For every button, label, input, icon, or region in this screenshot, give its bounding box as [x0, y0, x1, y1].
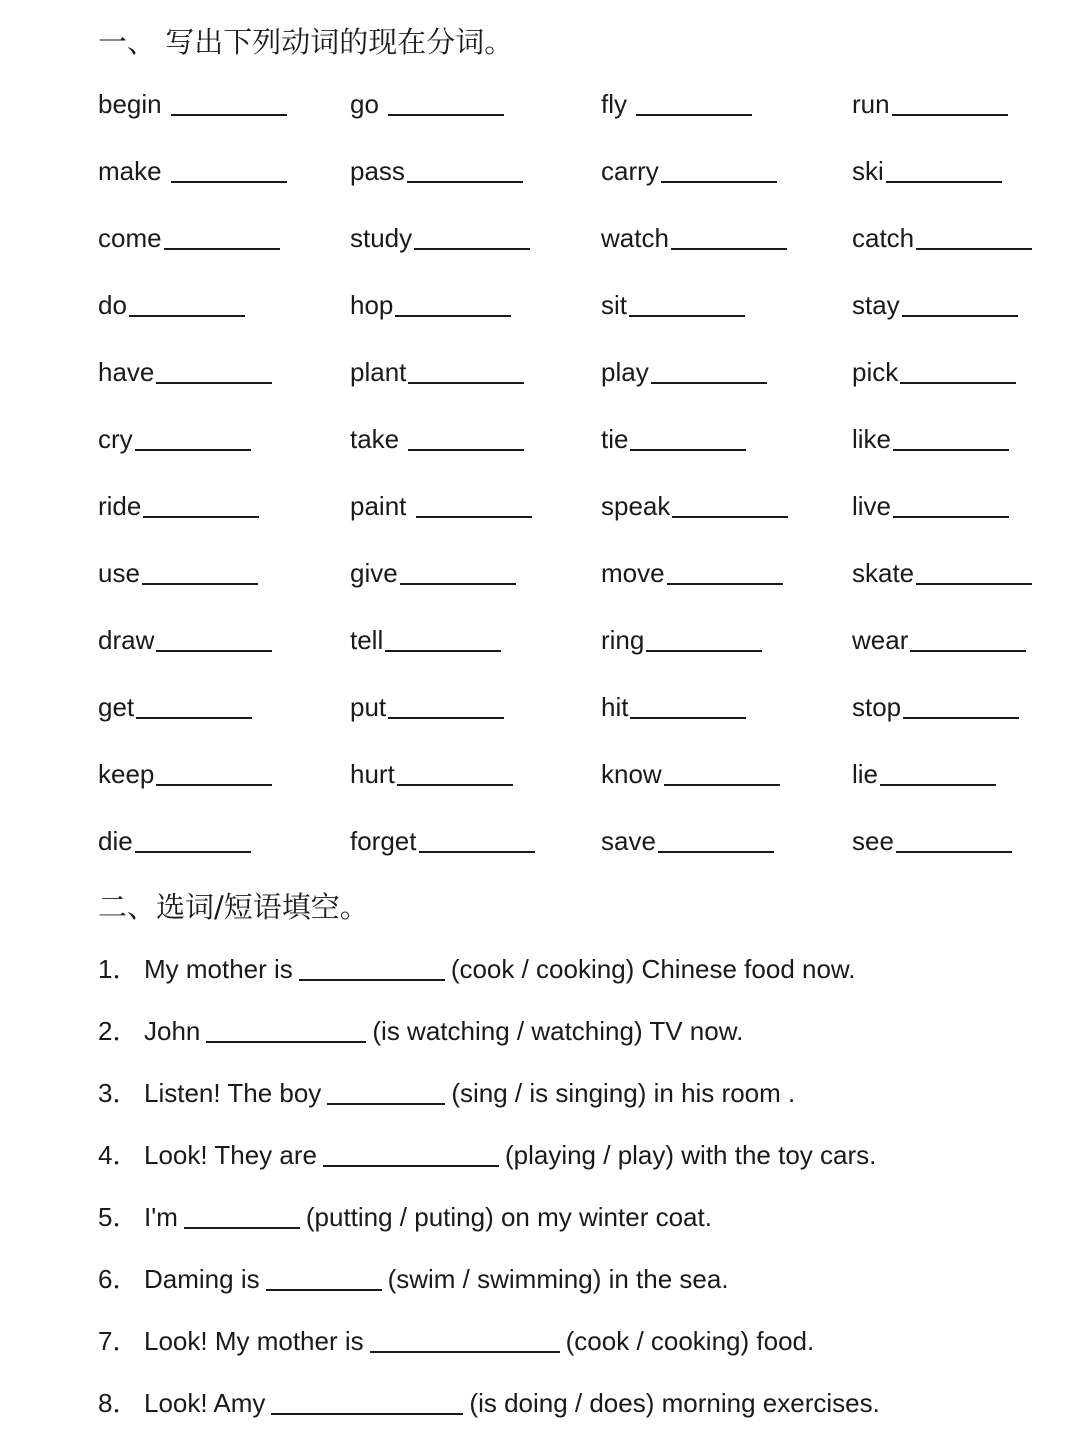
- answer-blank[interactable]: [323, 1165, 499, 1167]
- answer-blank[interactable]: [630, 717, 746, 719]
- verb-item: [852, 553, 1032, 593]
- answer-blank[interactable]: [671, 248, 787, 250]
- answer-blank[interactable]: [667, 583, 783, 585]
- verb-item: [601, 352, 767, 392]
- verb-item: [601, 821, 774, 861]
- answer-blank[interactable]: [893, 516, 1009, 518]
- verb-word: cry: [98, 424, 133, 454]
- answer-blank[interactable]: [880, 784, 996, 786]
- verb-item: [601, 151, 777, 191]
- verb-word: ski: [852, 156, 884, 186]
- verb-word: take: [350, 424, 400, 454]
- verb-word: stay: [852, 290, 900, 320]
- verb-item: [852, 821, 1012, 861]
- verb-word: run: [852, 89, 890, 119]
- answer-blank[interactable]: [416, 516, 532, 518]
- verb-item: [852, 419, 1009, 459]
- sentence-number: 5．: [98, 1202, 139, 1232]
- answer-blank[interactable]: [414, 248, 530, 250]
- verb-item: [852, 754, 996, 794]
- verb-item: [601, 553, 783, 593]
- sentence-before: Look! Amy: [144, 1388, 266, 1418]
- verb-item: [98, 84, 287, 124]
- verb-word: go: [350, 89, 379, 119]
- answer-blank[interactable]: [896, 851, 1012, 853]
- verb-word: pick: [852, 357, 899, 387]
- sentence-before: I'm: [144, 1202, 178, 1232]
- sentence-number: 6．: [98, 1264, 139, 1294]
- verb-item: [601, 218, 787, 258]
- sentence-number: 4．: [98, 1140, 139, 1170]
- verb-word: save: [601, 826, 656, 856]
- sentence-after: (is watching / watching) TV now.: [372, 1016, 744, 1046]
- verb-word: hurt: [350, 759, 395, 789]
- answer-blank[interactable]: [664, 784, 780, 786]
- verb-word: see: [852, 826, 894, 856]
- verb-word: know: [601, 759, 662, 789]
- sentence-before: My mother is: [144, 954, 293, 984]
- verb-word: catch: [852, 223, 915, 253]
- verb-word: live: [852, 491, 892, 521]
- answer-blank[interactable]: [266, 1289, 382, 1291]
- answer-blank[interactable]: [129, 315, 245, 317]
- sentence-number: 2．: [98, 1016, 139, 1046]
- answer-blank[interactable]: [407, 181, 523, 183]
- verb-item: [350, 352, 524, 392]
- verb-word: watch: [601, 223, 669, 253]
- verb-item: [350, 687, 504, 727]
- verb-word: move: [601, 558, 665, 588]
- answer-blank[interactable]: [184, 1227, 300, 1229]
- verb-item: [98, 687, 252, 727]
- answer-blank[interactable]: [171, 181, 287, 183]
- verb-item: [350, 151, 523, 191]
- verb-item: [98, 821, 251, 861]
- answer-blank[interactable]: [135, 851, 251, 853]
- verb-word: put: [350, 692, 387, 722]
- verb-grid: [98, 84, 1058, 888]
- verb-item: [350, 419, 524, 459]
- verb-word: like: [852, 424, 892, 454]
- verb-row: [98, 218, 1058, 285]
- answer-blank[interactable]: [893, 449, 1009, 451]
- verb-item: [852, 687, 1019, 727]
- verb-item: [98, 486, 259, 526]
- answer-blank[interactable]: [629, 315, 745, 317]
- verb-item: [852, 620, 1026, 660]
- answer-blank[interactable]: [388, 114, 504, 116]
- verb-item: [852, 151, 1002, 191]
- verb-word: come: [98, 223, 162, 253]
- verb-item: [601, 687, 746, 727]
- answer-blank[interactable]: [636, 114, 752, 116]
- verb-row: [98, 84, 1058, 151]
- verb-word: stop: [852, 692, 902, 722]
- answer-blank[interactable]: [892, 114, 1008, 116]
- answer-blank[interactable]: [916, 248, 1032, 250]
- answer-blank[interactable]: [903, 717, 1019, 719]
- answer-blank[interactable]: [658, 851, 774, 853]
- verb-word: tie: [601, 424, 629, 454]
- sentence-item: [98, 949, 1058, 1011]
- verb-row: [98, 352, 1058, 419]
- verb-word: study: [350, 223, 413, 253]
- section1-title: 一、 写出下列动词的现在分词。: [98, 25, 514, 59]
- verb-row: [98, 821, 1058, 888]
- answer-blank[interactable]: [672, 516, 788, 518]
- verb-word: plant: [350, 357, 407, 387]
- verb-item: [601, 620, 762, 660]
- verb-word: speak: [601, 491, 671, 521]
- sentence-number: 7．: [98, 1326, 139, 1356]
- verb-item: [852, 218, 1032, 258]
- answer-blank[interactable]: [646, 650, 762, 652]
- verb-item: [601, 486, 788, 526]
- answer-blank[interactable]: [388, 717, 504, 719]
- verb-word: use: [98, 558, 140, 588]
- sentence-number: 8．: [98, 1388, 139, 1418]
- verb-word: do: [98, 290, 127, 320]
- verb-word: paint: [350, 491, 407, 521]
- verb-word: forget: [350, 826, 417, 856]
- verb-word: hit: [601, 692, 629, 722]
- answer-blank[interactable]: [156, 382, 272, 384]
- verb-item: [98, 419, 251, 459]
- verb-item: [98, 218, 280, 258]
- answer-blank[interactable]: [661, 181, 777, 183]
- verb-item: [601, 84, 752, 124]
- answer-blank[interactable]: [164, 248, 280, 250]
- verb-item: [350, 285, 511, 325]
- sentence-after: (cook / cooking) Chinese food now.: [450, 954, 856, 984]
- verb-row: [98, 620, 1058, 687]
- answer-blank[interactable]: [271, 1413, 463, 1415]
- verb-word: make: [98, 156, 162, 186]
- answer-blank[interactable]: [156, 650, 272, 652]
- answer-blank[interactable]: [395, 315, 511, 317]
- verb-row: [98, 151, 1058, 218]
- answer-blank[interactable]: [206, 1041, 366, 1043]
- verb-word: keep: [98, 759, 155, 789]
- verb-item: [350, 553, 516, 593]
- sentence-before: Daming is: [144, 1264, 260, 1294]
- sentence-after: (sing / is singing) in his room .: [451, 1078, 796, 1108]
- section2-title: 二、选词/短语填空。: [98, 890, 369, 924]
- answer-blank[interactable]: [143, 516, 259, 518]
- verb-item: [601, 285, 745, 325]
- verb-word: play: [601, 357, 649, 387]
- verb-item: [98, 285, 245, 325]
- sentence-before: John: [144, 1016, 201, 1046]
- sentence-after: (is doing / does) morning exercises.: [469, 1388, 880, 1418]
- verb-word: lie: [852, 759, 879, 789]
- sentence-item: [98, 1197, 1058, 1259]
- answer-blank[interactable]: [902, 315, 1018, 317]
- sentence-before: Listen! The boy: [144, 1078, 322, 1108]
- verb-word: fly: [601, 89, 627, 119]
- sentence-after: (putting / puting) on my winter coat.: [305, 1202, 712, 1232]
- sentence-item: [98, 1383, 1058, 1445]
- answer-blank[interactable]: [651, 382, 767, 384]
- verb-word: die: [98, 826, 133, 856]
- answer-blank[interactable]: [408, 449, 524, 451]
- verb-word: ring: [601, 625, 645, 655]
- sentence-before: Look! They are: [144, 1140, 317, 1170]
- answer-blank[interactable]: [400, 583, 516, 585]
- sentence-after: (swim / swimming) in the sea.: [387, 1264, 729, 1294]
- sentence-before: Look! My mother is: [144, 1326, 364, 1356]
- verb-word: draw: [98, 625, 155, 655]
- verb-row: [98, 285, 1058, 352]
- verb-item: [852, 486, 1009, 526]
- verb-row: [98, 754, 1058, 821]
- answer-blank[interactable]: [156, 784, 272, 786]
- answer-blank[interactable]: [397, 784, 513, 786]
- verb-word: sit: [601, 290, 627, 320]
- verb-item: [601, 754, 780, 794]
- verb-item: [98, 151, 287, 191]
- verb-word: pass: [350, 156, 405, 186]
- sentence-number: 1．: [98, 954, 139, 984]
- answer-blank[interactable]: [135, 449, 251, 451]
- verb-item: [852, 84, 1008, 124]
- answer-blank[interactable]: [408, 382, 524, 384]
- verb-word: get: [98, 692, 135, 722]
- sentence-item: [98, 1073, 1058, 1135]
- verb-word: give: [350, 558, 398, 588]
- verb-item: [350, 486, 532, 526]
- answer-blank[interactable]: [419, 851, 535, 853]
- verb-word: hop: [350, 290, 394, 320]
- sentence-number: 3．: [98, 1078, 139, 1108]
- answer-blank[interactable]: [900, 382, 1016, 384]
- answer-blank[interactable]: [886, 181, 1002, 183]
- verb-row: [98, 486, 1058, 553]
- answer-blank[interactable]: [136, 717, 252, 719]
- verb-item: [98, 352, 272, 392]
- verb-item: [852, 285, 1018, 325]
- verb-item: [98, 620, 272, 660]
- verb-item: [350, 754, 513, 794]
- verb-item: [98, 553, 258, 593]
- verb-item: [350, 821, 535, 861]
- verb-row: [98, 553, 1058, 620]
- answer-blank[interactable]: [299, 979, 445, 981]
- verb-row: [98, 419, 1058, 486]
- sentence-after: (playing / play) with the toy cars.: [504, 1140, 877, 1170]
- verb-row: [98, 687, 1058, 754]
- answer-blank[interactable]: [385, 650, 501, 652]
- answer-blank[interactable]: [370, 1351, 560, 1353]
- verb-word: tell: [350, 625, 384, 655]
- verb-word: carry: [601, 156, 659, 186]
- sentence-item: [98, 1321, 1058, 1383]
- verb-word: begin: [98, 89, 162, 119]
- verb-item: [350, 218, 530, 258]
- verb-item: [852, 352, 1016, 392]
- verb-item: [98, 754, 272, 794]
- answer-blank[interactable]: [910, 650, 1026, 652]
- verb-word: skate: [852, 558, 915, 588]
- verb-word: ride: [98, 491, 142, 521]
- verb-item: [350, 620, 501, 660]
- verb-word: have: [98, 357, 155, 387]
- answer-blank[interactable]: [142, 583, 258, 585]
- answer-blank[interactable]: [916, 583, 1032, 585]
- sentence-item: [98, 1259, 1058, 1321]
- answer-blank[interactable]: [171, 114, 287, 116]
- sentence-after: (cook / cooking) food.: [565, 1326, 815, 1356]
- verb-item: [601, 419, 746, 459]
- sentence-list: [98, 949, 1058, 1445]
- answer-blank[interactable]: [327, 1103, 445, 1105]
- answer-blank[interactable]: [630, 449, 746, 451]
- sentence-item: [98, 1135, 1058, 1197]
- sentence-item: [98, 1011, 1058, 1073]
- verb-word: wear: [852, 625, 909, 655]
- verb-item: [350, 84, 504, 124]
